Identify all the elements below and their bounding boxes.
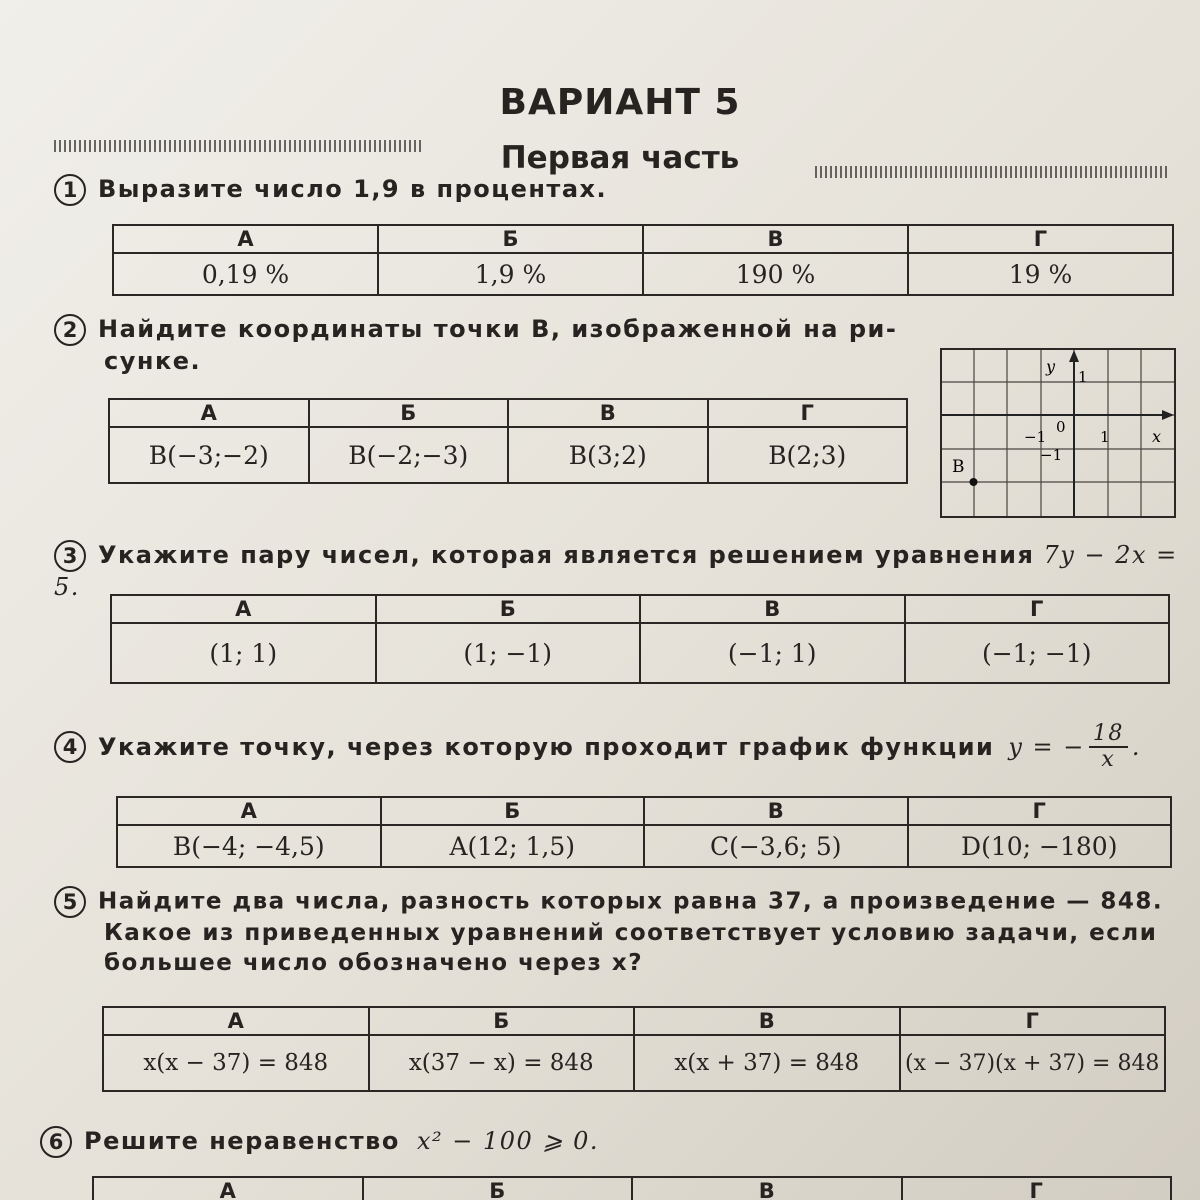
x-tick-neg1: −1 <box>1024 428 1047 446</box>
task-5-text-line3: большее число обозначено через x? <box>104 950 644 976</box>
option-value[interactable]: 190 % <box>643 253 908 295</box>
task-number-4: 4 <box>54 731 86 763</box>
task-5 <box>54 886 1163 978</box>
task-4-function-end: . <box>1131 733 1142 761</box>
task-6-inequality: x² − 100 ⩾ 0. <box>416 1127 600 1155</box>
option-value[interactable]: x(37 − x) = 848 <box>369 1035 635 1091</box>
option-label: Б <box>363 1177 633 1200</box>
option-label: В <box>643 225 908 253</box>
task-2-text-line1: Найдите координаты точки B, изображенной на ри- <box>98 315 898 343</box>
option-value[interactable]: C(−3,6; 5) <box>644 825 908 867</box>
y-tick-neg1: −1 <box>1040 446 1063 464</box>
point-b-label: B <box>952 457 965 477</box>
task-3-equation: 7y − 2x = 5. <box>54 541 1178 601</box>
option-label: Г <box>902 1177 1172 1200</box>
task-number-1: 1 <box>54 174 86 206</box>
option-label: Б <box>309 399 509 427</box>
option-label: В <box>632 1177 902 1200</box>
task-1-text: Выразите число 1,9 в процентах. <box>98 175 608 203</box>
option-label: А <box>109 399 309 427</box>
x-tick-1: 1 <box>1100 428 1110 446</box>
option-label: А <box>117 797 381 825</box>
option-value[interactable]: A(12; 1,5) <box>381 825 645 867</box>
point-b-marker <box>970 478 978 486</box>
option-label: В <box>634 1007 900 1035</box>
y-axis-arrow <box>1069 350 1079 362</box>
task-4-fraction <box>1089 722 1128 772</box>
task-2-text-line2: сунке. <box>104 347 202 375</box>
option-label: В <box>508 399 708 427</box>
option-value[interactable]: 0,19 % <box>113 253 378 295</box>
x-axis-arrow <box>1162 410 1174 420</box>
option-value[interactable]: (−1; 1) <box>640 623 905 683</box>
task-number-2: 2 <box>54 314 86 346</box>
task-5-text-line2: Какое из приведенных уравнений соответствует условию задачи, если <box>104 920 1158 946</box>
option-value[interactable]: B(3;2) <box>508 427 708 483</box>
option-value[interactable]: 1,9 % <box>378 253 643 295</box>
option-label: Г <box>905 595 1170 623</box>
task-4-function-lhs: y = − <box>1008 733 1085 761</box>
option-label: А <box>111 595 376 623</box>
y-tick-1: 1 <box>1078 368 1088 386</box>
task-6 <box>40 1126 599 1158</box>
option-label: Б <box>376 595 641 623</box>
option-value[interactable]: D(10; −180) <box>908 825 1172 867</box>
task-2 <box>54 314 934 376</box>
fraction-numerator: 18 <box>1089 722 1128 748</box>
origin-label: 0 <box>1056 418 1066 436</box>
option-label: Г <box>900 1007 1166 1035</box>
option-label: Б <box>378 225 643 253</box>
coordinate-grid-figure <box>940 348 1176 518</box>
task-number-3: 3 <box>54 540 86 572</box>
page-title: ВАРИАНТ 5 <box>499 82 741 123</box>
option-label: А <box>103 1007 369 1035</box>
task-6-text: Решите неравенство <box>84 1127 400 1155</box>
option-label: В <box>644 797 908 825</box>
option-value[interactable]: (1; −1) <box>376 623 641 683</box>
option-value[interactable]: (1; 1) <box>111 623 376 683</box>
task-2-answers <box>108 398 908 484</box>
option-value[interactable]: 19 % <box>908 253 1173 295</box>
option-label: Б <box>381 797 645 825</box>
task-1-answers <box>112 224 1174 296</box>
x-axis-label: x <box>1152 427 1162 446</box>
page-subtitle: Первая часть <box>500 140 740 176</box>
option-value[interactable]: B(2;3) <box>708 427 908 483</box>
task-3-answers <box>110 594 1170 684</box>
option-value[interactable]: B(−3;−2) <box>109 427 309 483</box>
task-4-answers <box>116 796 1172 868</box>
task-4-text: Укажите точку, через которую проходит график функции <box>98 733 995 761</box>
task-6-answers <box>92 1176 1172 1200</box>
option-label: Г <box>708 399 908 427</box>
option-value[interactable]: B(−4; −4,5) <box>117 825 381 867</box>
task-4 <box>54 722 1141 772</box>
option-label: А <box>113 225 378 253</box>
option-value[interactable]: x(x − 37) = 848 <box>103 1035 369 1091</box>
task-number-5: 5 <box>54 886 86 918</box>
option-label: Б <box>369 1007 635 1035</box>
option-value[interactable]: B(−2;−3) <box>309 427 509 483</box>
task-number-6: 6 <box>40 1126 72 1158</box>
fraction-denominator: x <box>1101 747 1116 772</box>
decorative-hatch-right <box>815 166 1170 178</box>
option-label: В <box>640 595 905 623</box>
task-3 <box>54 540 1200 602</box>
task-3-text: Укажите пару чисел, которая является решением уравнения <box>98 541 1035 569</box>
task-1 <box>54 174 607 206</box>
option-value[interactable]: (−1; −1) <box>905 623 1170 683</box>
option-label: Г <box>908 797 1172 825</box>
y-axis-label: y <box>1046 357 1056 376</box>
option-value[interactable]: x(x + 37) = 848 <box>634 1035 900 1091</box>
option-value[interactable]: (x − 37)(x + 37) = 848 <box>900 1035 1166 1091</box>
task-5-text-line1: Найдите два числа, разность которых равна 37, а произведение — 848. <box>98 888 1164 915</box>
option-label: Г <box>908 225 1173 253</box>
task-5-answers <box>102 1006 1166 1092</box>
option-label: А <box>93 1177 363 1200</box>
